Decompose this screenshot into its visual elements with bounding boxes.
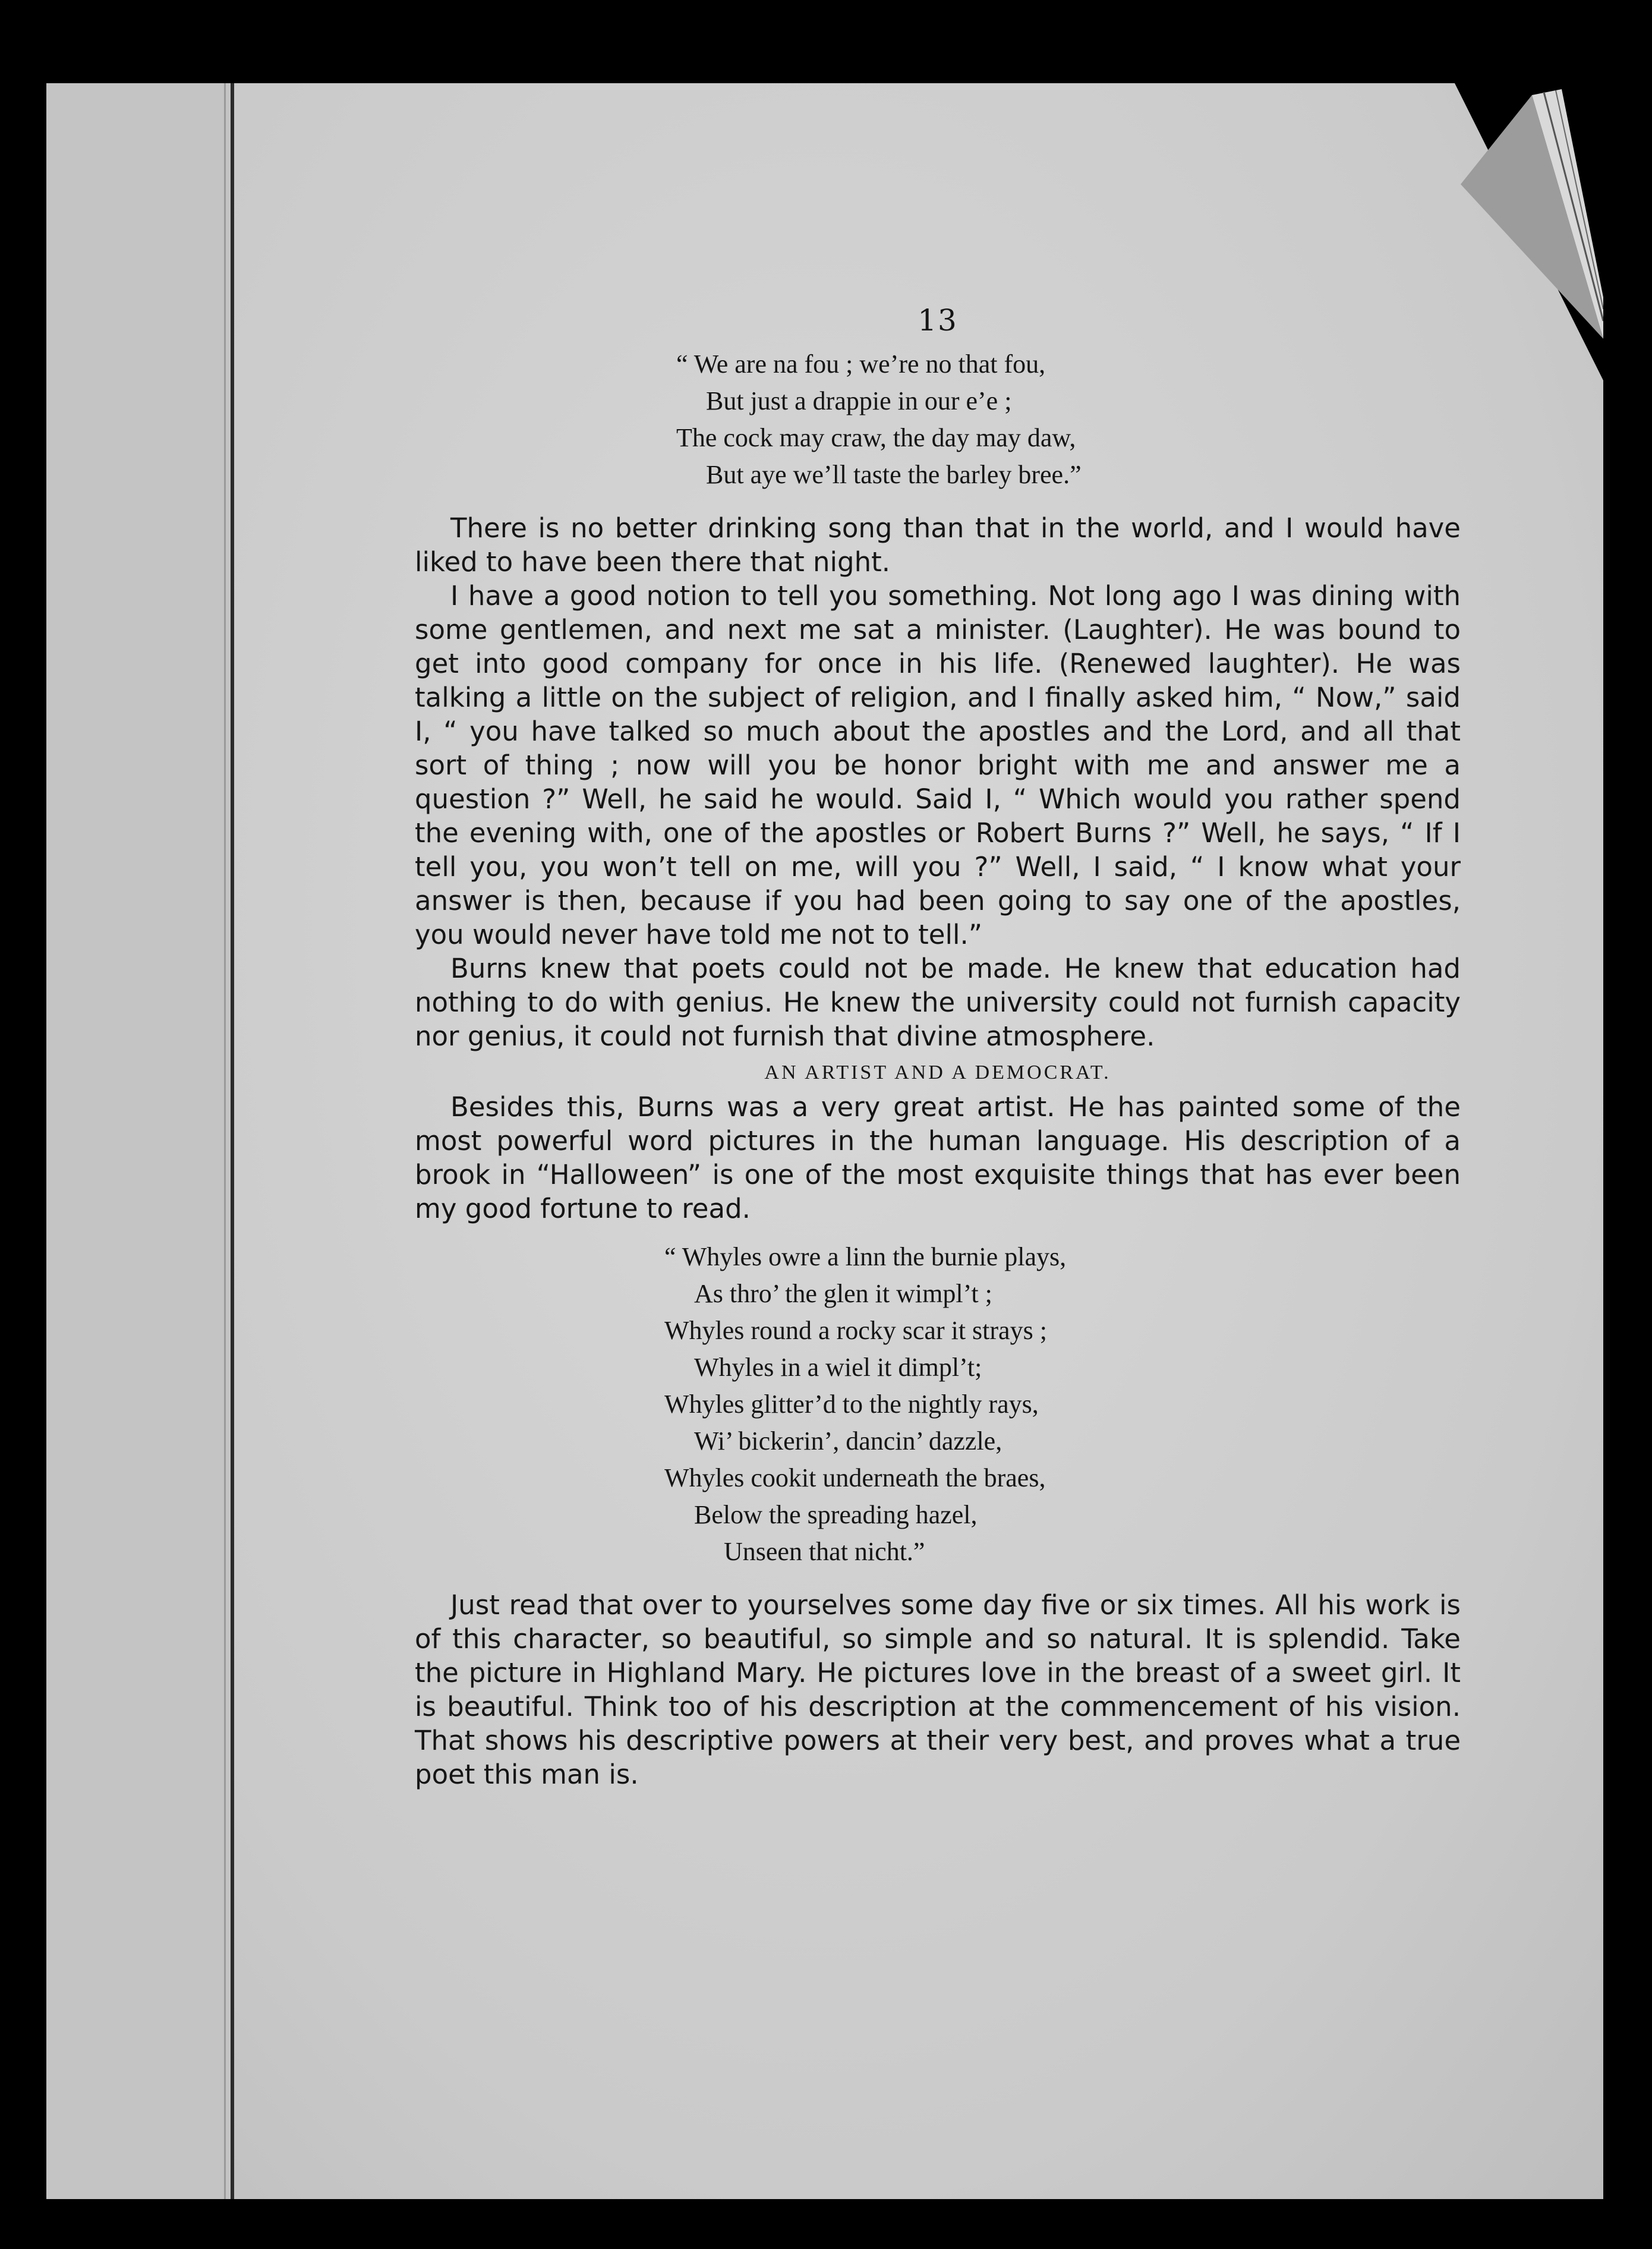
verse-line: Unseen that nicht.” (724, 1537, 925, 1566)
verse-line: “ We are na fou ; we’re no that fou, (676, 349, 1046, 379)
verse-line: The cock may craw, the day may daw, (676, 423, 1076, 452)
page-content (415, 303, 1461, 1791)
verse-line: Whyles cookit underneath the braes, (664, 1463, 1046, 1492)
paragraph: Burns knew that poets could not be made. He knew that education had nothing to do with genius. He knew the university could not furnish capacity nor genius, it could not furnish that divine atmosphere. (415, 953, 1461, 1052)
section-heading: AN ARTIST AND A DEMOCRAT. (764, 1061, 1111, 1083)
verse-line: “ Whyles owre a linn the burnie plays, (664, 1242, 1067, 1271)
verse-line: Whyles round a rocky scar it strays ; (664, 1316, 1047, 1345)
verse-line: Wi’ bickerin’, dancin’ dazzle, (694, 1426, 1002, 1456)
verse-line: Below the spreading hazel, (694, 1500, 978, 1529)
verse-line: But just a drappie in our e’e ; (706, 386, 1012, 415)
paragraph: There is no better drinking song than that in the world, and I would have liked to have been there that night. (415, 512, 1461, 578)
verse-line: But aye we’ll taste the barley bree.” (706, 460, 1082, 489)
verse-top (676, 346, 1461, 493)
binding-strip (46, 83, 234, 2199)
verse-bottom (664, 1239, 1461, 1570)
book-page (46, 83, 1603, 2199)
page-number: 13 (918, 303, 958, 338)
verse-line: Whyles in a wiel it dimpl’t; (694, 1353, 982, 1382)
verse-line: As thro’ the glen it wimpl’t ; (694, 1279, 992, 1308)
paragraph: Just read that over to yourselves some day five or six times. All his work is of this character, so beautiful, so simple and so natural. It is splendid. Take the picture in Highland Mary. He pictures love in the breast of a sweet girl. It is beautiful. Think too of his description at the commencement of his vision. That shows his descriptive powers at their very best, and proves what a true poet this man is. (415, 1589, 1461, 1790)
paragraph: I have a good notion to tell you something. Not long ago I was dining with some gentlemen, and next me sat a minister. (Laughter). He was bound to get into good company for once in his life. (Renewed laughter). He was talking a little on the subject of religion, and I finally asked him, “ Now,” said I, “ you have talked so much about the apostles and the Lord, and all that sort of thing ; now will you be honor bright with me and answer me a question ?” Well, he said he would. Said I, “ Which would you rather spend the evening with, one of the apostles or Robert Burns ?” Well, he says, “ If I tell you, you won’t tell on me, will you ?” Well, I said, “ I know what your answer is then, because if you had been going to say one of the apostles, you would never have told me not to tell.” (415, 580, 1461, 950)
verse-line: Whyles glitter’d to the nightly rays, (664, 1390, 1039, 1419)
paragraph: Besides this, Burns was a very great artist. He has painted some of the most powerful word pictures in the human language. His description of a brook in “Halloween” is one of the most exquisite things that has ever been my good fortune to read. (415, 1091, 1461, 1224)
